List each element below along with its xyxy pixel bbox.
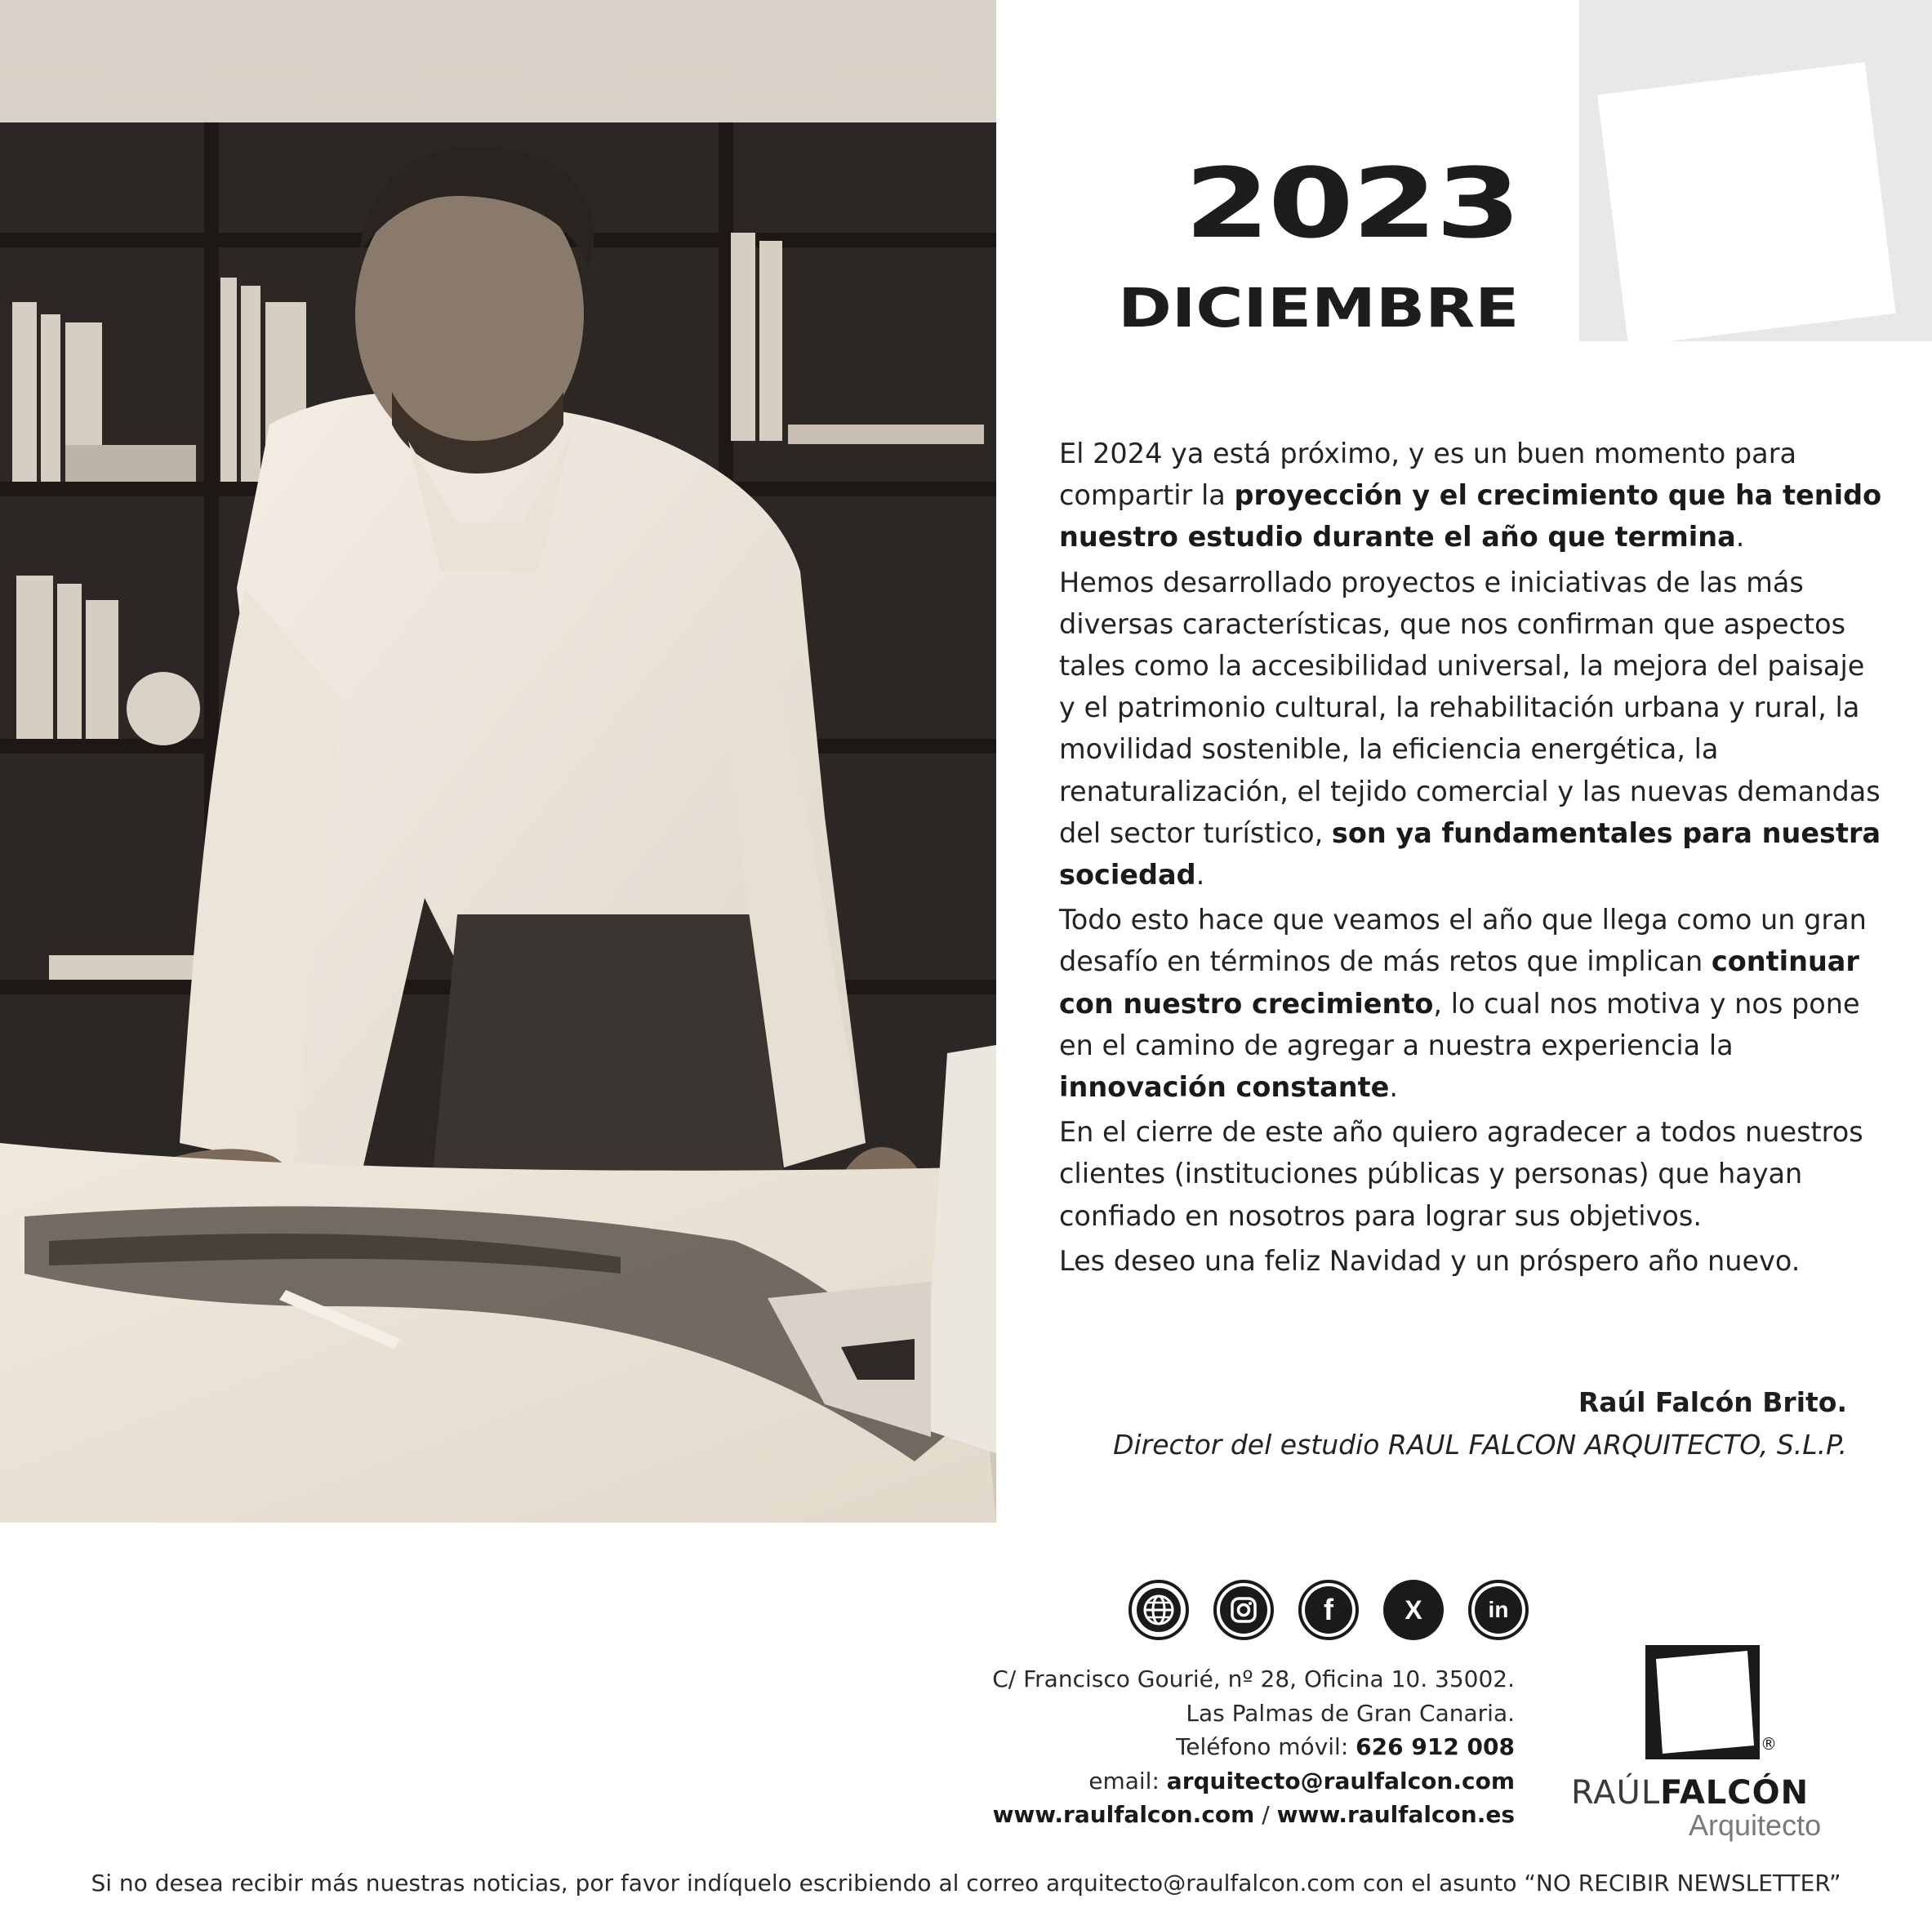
website-link-es[interactable]: www.raulfalcon.es <box>1276 1801 1515 1828</box>
signature-name: Raúl Falcón Brito. <box>1578 1386 1847 1418</box>
instagram-glyph <box>1220 1586 1267 1634</box>
paragraph-1 <box>1059 433 1884 558</box>
architect-photo-illustration <box>0 0 996 1523</box>
phone-line <box>992 1730 1515 1764</box>
paragraph-3 <box>1059 899 1884 1108</box>
logo-mark <box>1641 1641 1764 1767</box>
phone-number[interactable]: 626 912 008 <box>1356 1733 1515 1760</box>
year-heading: 2023 <box>1183 147 1519 260</box>
phone-label: Teléfono móvil: <box>1175 1733 1356 1760</box>
x-glyph: X <box>1383 1580 1444 1640</box>
paragraph-text: . <box>1195 859 1205 892</box>
logo-square-icon <box>1641 1641 1764 1763</box>
paragraph-text: . <box>1389 1071 1399 1104</box>
paragraph-emphasis: innovación constante <box>1059 1071 1390 1104</box>
globe-icon-graphic <box>1136 1587 1182 1633</box>
facebook-icon[interactable] <box>1298 1580 1359 1640</box>
contact-block <box>992 1662 1515 1832</box>
logo-subtitle: Arquitecto <box>1689 1808 1822 1842</box>
paragraph-text: El 2024 ya está próximo, y es un buen momento para compartir la <box>1059 438 1796 512</box>
paragraph-text: . <box>1735 521 1745 554</box>
x-icon[interactable] <box>1383 1580 1444 1640</box>
logo-name-light: RAÚL <box>1571 1774 1661 1812</box>
registered-mark: ® <box>1761 1734 1777 1754</box>
email-line <box>992 1764 1515 1799</box>
paragraph-5: Les deseo una feliz Navidad y un próspero año nuevo. <box>1059 1244 1801 1277</box>
address-line-1: C/ Francisco Gourié, nº 28, Oficina 10. 35002. <box>992 1665 1515 1692</box>
paragraph-text: , lo cual nos motiva y nos pone en el camino de agregar a nuestra experiencia la <box>1059 987 1860 1061</box>
paragraph-4: En el cierre de este año quiero agradecer a todos nuestros clientes (instituciones públicas y personas) que hayan confiado en nosotros para lograr sus objetivos. <box>1059 1116 1863 1232</box>
header-photo <box>0 0 996 1523</box>
address-line-2: Las Palmas de Gran Canaria. <box>1186 1699 1515 1727</box>
email-label: email: <box>1088 1767 1167 1794</box>
signature-block <box>1113 1381 1847 1466</box>
signature-role: Director del estudio RAUL FALCON ARQUITECTO, S.L.P. <box>1113 1429 1847 1461</box>
paragraph-emphasis: continuar con nuestro crecimiento <box>1059 945 1859 1020</box>
instagram-icon-graphic <box>1230 1596 1258 1624</box>
paragraph-emphasis: proyección y el crecimiento que ha tenido nuestro estudio durante el año que termina <box>1059 479 1882 554</box>
paragraph-2 <box>1059 562 1884 896</box>
linkedin-icon[interactable] <box>1468 1580 1529 1640</box>
logo-wordmark <box>1571 1774 1810 1812</box>
website-link-com[interactable]: www.raulfalcon.com <box>992 1801 1255 1828</box>
corner-decor-panel <box>1579 0 1932 341</box>
paragraph-text: Hemos desarrollado proyectos e iniciativas de las más diversas características, que nos confirman que aspectos tales como la accesibilidad universal, la mejora del paisaje y el patrimonio cultural, la rehabilitación urbana y rural, la movilidad sostenible, la eficiencia energética, la renaturalización, el tejido comercial y las nuevas demandas del sector turístico, <box>1059 566 1881 849</box>
month-heading: DICIEMBRE <box>1117 277 1519 340</box>
letter-body <box>1059 433 1884 1285</box>
linkedin-glyph: in <box>1475 1586 1522 1634</box>
email-link[interactable]: arquitecto@raulfalcon.com <box>1166 1767 1515 1794</box>
facebook-glyph: f <box>1305 1586 1352 1634</box>
social-links <box>1128 1580 1529 1640</box>
paragraph-emphasis: son ya fundamentales para nuestra sociedad <box>1059 816 1881 892</box>
unsubscribe-notice: Si no desea recibir más nuestras noticias, por favor indíquelo escribiendo al correo arquitecto@raulfalcon.com con el asunto “NO RECIBIR NEWSLETTER” <box>91 1870 1841 1897</box>
globe-icon[interactable] <box>1128 1580 1189 1640</box>
corner-decor-square <box>1597 62 1895 346</box>
paragraph-text: Todo esto hace que veamos el año que llega como un gran desafío en términos de más retos que implican <box>1059 904 1867 978</box>
instagram-icon[interactable] <box>1213 1580 1274 1640</box>
web-separator: / <box>1254 1801 1277 1828</box>
logo-name-bold: FALCÓN <box>1660 1774 1810 1812</box>
web-line <box>992 1798 1515 1832</box>
